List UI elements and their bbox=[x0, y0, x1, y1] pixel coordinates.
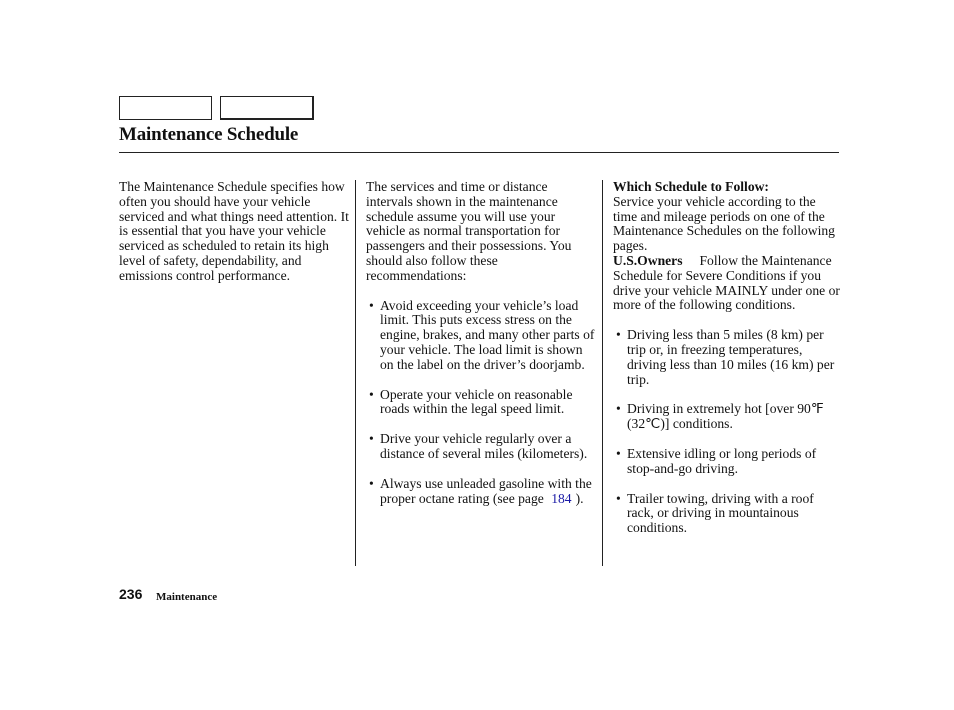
section-name: Maintenance bbox=[156, 591, 218, 603]
page-reference-link[interactable]: 184 bbox=[551, 490, 572, 506]
column-2 bbox=[366, 180, 596, 506]
page-number: 236 bbox=[119, 586, 143, 602]
list-item: • Always use unleaded gasoline with the proper octane rating (see page 184 ). bbox=[369, 475, 592, 506]
next-section-button[interactable] bbox=[220, 96, 314, 120]
severe-conditions-list bbox=[613, 328, 843, 536]
schedule-paragraph: Service your vehicle according to the time and mileage periods on one of the Maintenance Schedules on the following pages. bbox=[613, 193, 835, 254]
page-title: Maintenance Schedule bbox=[119, 124, 299, 145]
list-item: • Trailer towing, driving with a roof rack, or driving in mountainous conditions. bbox=[616, 490, 814, 536]
bullet-icon: • bbox=[369, 386, 374, 402]
schedule-heading: Which Schedule to Follow: bbox=[613, 179, 769, 194]
bullet-icon: • bbox=[616, 445, 621, 461]
recommendations-list bbox=[366, 299, 596, 507]
previous-section-button[interactable] bbox=[119, 96, 212, 120]
list-item: • Extensive idling or long periods of stop-and-go driving. bbox=[616, 445, 817, 476]
list-item: • Operate your vehicle on reasonable roads within the legal speed limit. bbox=[369, 386, 573, 417]
list-item: • Drive your vehicle regularly over a distance of several miles (kilometers). bbox=[369, 431, 588, 461]
column-divider-2 bbox=[602, 180, 603, 566]
recommendations-intro: The services and time or distance intervals shown in the maintenance schedule assume you will use your vehicle as normal transportation for passengers and their possessions. You should also follow these recommendations: bbox=[366, 179, 572, 283]
column-1 bbox=[119, 180, 349, 284]
bullet-icon: • bbox=[369, 297, 374, 313]
list-item: • Avoid exceeding your vehicle’s load limit. This puts excess stress on the engine, brakes, and many other parts of your vehicle. The load limit is shown on the label on the driver’s doorjamb. bbox=[369, 297, 595, 372]
list-item: • Driving less than 5 miles (8 km) per trip or, in freezing temperatures, driving less than 10 miles (16 km) per trip. bbox=[616, 327, 835, 387]
bullet-icon: • bbox=[369, 431, 374, 447]
title-divider bbox=[119, 152, 839, 153]
bullet-icon: • bbox=[616, 490, 621, 506]
bullet-icon: • bbox=[616, 401, 621, 417]
bullet-icon: • bbox=[616, 327, 621, 343]
intro-paragraph: The Maintenance Schedule specifies how often you should have your vehicle serviced and what things need attention. It is essential that you have your vehicle serviced as scheduled to retain its high level of safety, dependability, and emissions control performance. bbox=[119, 179, 349, 283]
us-owners-text: Follow the Maintenance Schedule for Severe Conditions if you drive your vehicle MAINLY under one or more of the following conditions. bbox=[613, 252, 840, 313]
bullet-icon: • bbox=[369, 475, 374, 491]
column-divider-1 bbox=[355, 180, 356, 566]
us-owners-label: U.S.Owners bbox=[613, 252, 683, 268]
list-item: • Driving in extremely hot [over 90℉ (32℃)] conditions. bbox=[616, 401, 824, 432]
column-3 bbox=[613, 180, 843, 536]
